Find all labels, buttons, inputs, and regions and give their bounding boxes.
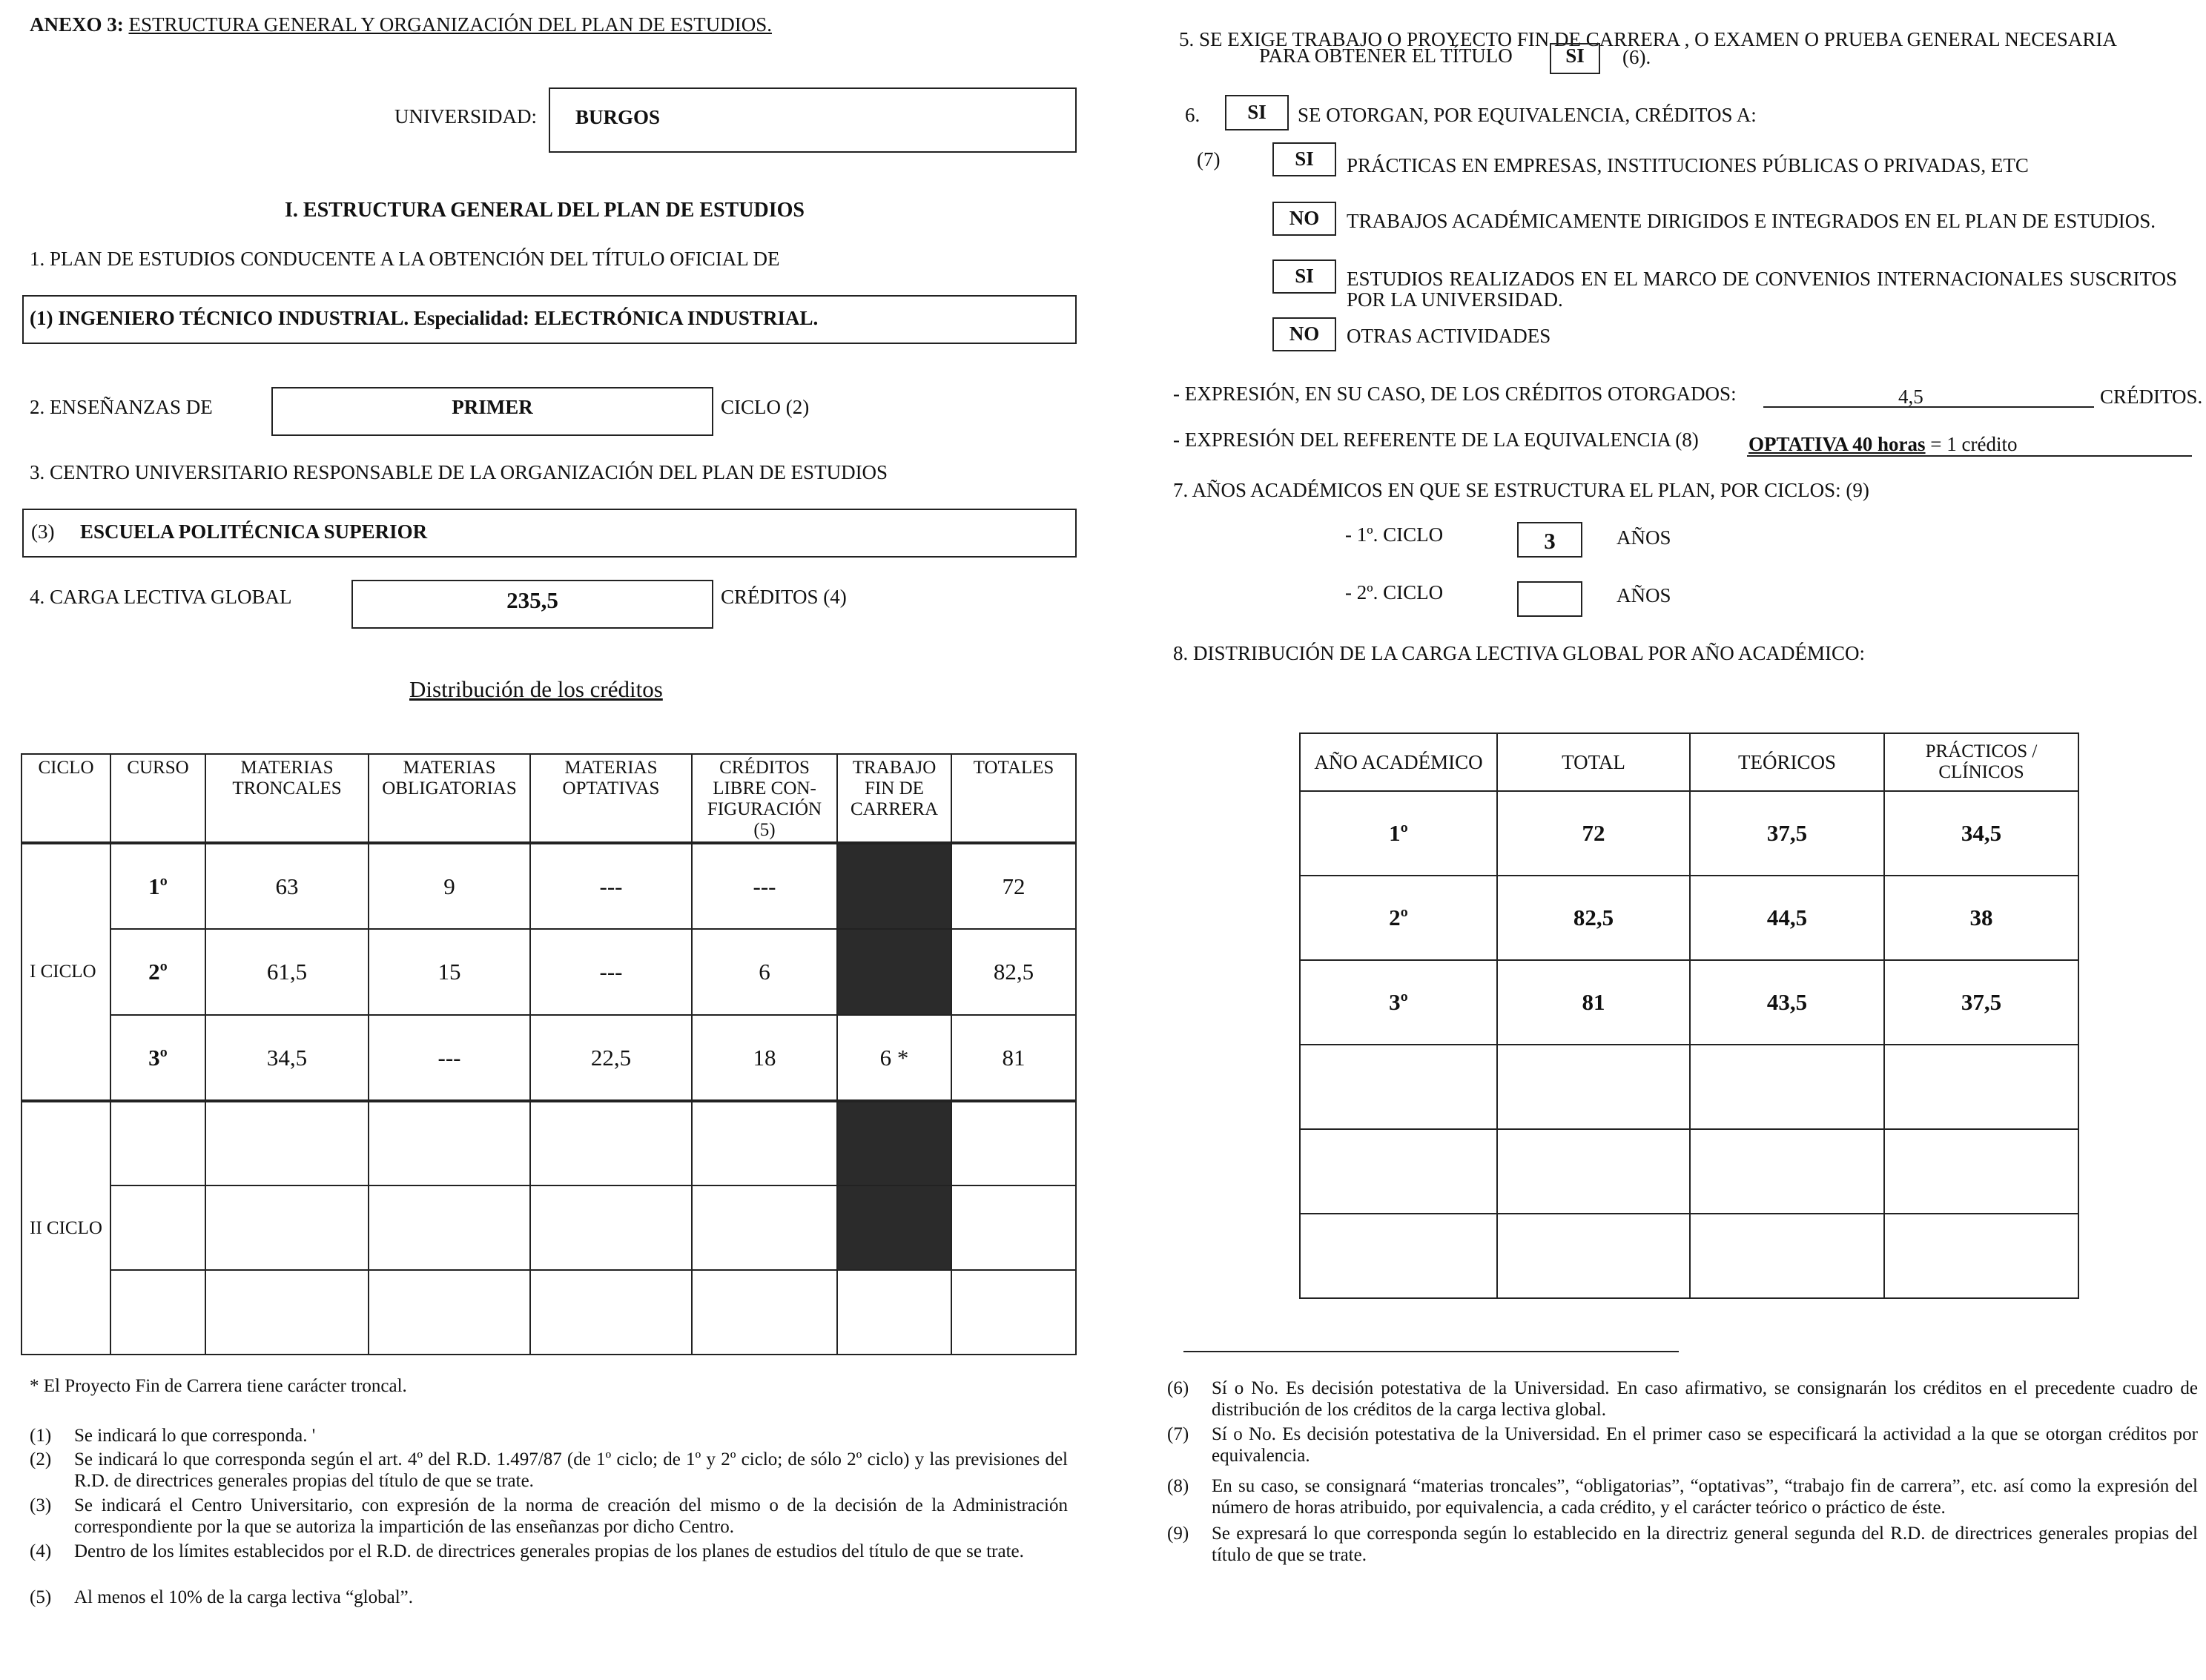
cell-obligatorias: ---	[369, 1015, 530, 1101]
footnote: (2) Se indicará lo que corresponda según el art. 4º del R.D. 1.497/87 (de 1º ciclo; de 1º y 2º ciclo; de sólo 2º ciclo) y las previsiones del R.D. de directrices generales propias del título de que se trate.	[30, 1449, 1068, 1491]
hdr-curso: CURSO	[110, 754, 205, 843]
cell-troncales: 63	[205, 843, 369, 929]
centro-box	[22, 509, 1077, 558]
expresion-referente-label: - EXPRESIÓN DEL REFERENTE DE LA EQUIVALENCIA (8)	[1173, 429, 1699, 451]
expresion-creditos-label: - EXPRESIÓN, EN SU CASO, DE LOS CRÉDITOS OTORGADOS:	[1173, 383, 1737, 405]
annex-title: ESTRUCTURA GENERAL Y ORGANIZACIÓN DEL PLAN DE ESTUDIOS.	[128, 13, 772, 36]
expresion-creditos-line	[1763, 406, 2094, 408]
hdr-troncales: MATERIAS TRONCALES	[205, 754, 369, 843]
cell-curso: 2º	[110, 929, 205, 1015]
table-row	[22, 843, 1076, 929]
cell-total: 81	[1497, 960, 1690, 1045]
degree-title: (1) INGENIERO TÉCNICO INDUSTRIAL. Especialidad: ELECTRÓNICA INDUSTRIAL.	[30, 307, 819, 329]
cell-optativas: ---	[530, 929, 692, 1015]
footnote: (7) Sí o No. Es decisión potestativa de la Universidad. En el primer caso se especificará la actividad a la que se otorgan créditos por equivalencia.	[1167, 1424, 2198, 1466]
item7-text: 7. AÑOS ACADÉMICOS EN QUE SE ESTRUCTURA EL PLAN, POR CICLOS: (9)	[1173, 479, 1869, 501]
table-row	[1300, 791, 2078, 876]
item5-value: SI	[1565, 44, 1585, 67]
item5-line1: 5. SE EXIGE TRABAJO O PROYECTO FIN DE CARRERA , O EXAMEN O PRUEBA GENERAL NECESARIA	[1179, 28, 2117, 50]
footnote-divider	[1183, 1351, 1679, 1352]
expresion-referente-value: OPTATIVA 40 horas = 1 crédito	[1748, 433, 2018, 455]
cell-shaded	[837, 1101, 951, 1185]
hdr-libre: CRÉDITOS LIBRE CON- FIGURACIÓN (5)	[692, 754, 837, 843]
cell-teoricos: 43,5	[1690, 960, 1884, 1045]
hdr-obligatorias: MATERIAS OBLIGATORIAS	[369, 754, 530, 843]
cell-libre: 18	[692, 1015, 837, 1101]
cell-teoricos: 44,5	[1690, 876, 1884, 960]
table-row	[1300, 876, 2078, 960]
carga-box	[351, 580, 713, 629]
item4-label: 4. CARGA LECTIVA GLOBAL	[30, 586, 292, 608]
universidad-value: BURGOS	[575, 106, 661, 128]
item6-num: 6.	[1185, 104, 1201, 126]
hdr-trabajo: TRABAJO FIN DE CARRERA	[837, 754, 951, 843]
year-table	[1299, 732, 2079, 1299]
cell-year: 1º	[1300, 791, 1497, 876]
cell-optativas: ---	[530, 843, 692, 929]
ciclo-value: PRIMER	[452, 396, 533, 418]
ciclo2-anos: AÑOS	[1616, 584, 1671, 606]
cell-curso: 1º	[110, 843, 205, 929]
footnote: (3) Se indicará el Centro Universitario, con expresión de la norma de creación del mismo o de la decisión de la Administración correspondiente por la que se autoriza la impartición de las enseñanzas por dicho Centro.	[30, 1495, 1068, 1537]
credits-table	[21, 753, 1077, 1355]
cell-trabajo: 6 *	[837, 1015, 951, 1101]
table-row	[22, 1270, 1076, 1355]
item6-text: SE OTORGAN, POR EQUIVALENCIA, CRÉDITOS A:	[1298, 104, 1757, 126]
item8-text: 8. DISTRIBUCIÓN DE LA CARGA LECTIVA GLOBAL POR AÑO ACADÉMICO:	[1173, 642, 1866, 664]
item1-text: 1. PLAN DE ESTUDIOS CONDUCENTE A LA OBTENCIÓN DEL TÍTULO OFICIAL DE	[30, 248, 780, 270]
option-box: NO	[1272, 202, 1336, 236]
option-box: NO	[1272, 317, 1336, 351]
item3-text: 3. CENTRO UNIVERSITARIO RESPONSABLE DE LA ORGANIZACIÓN DEL PLAN DE ESTUDIOS	[30, 461, 888, 483]
cell-totales: 82,5	[951, 929, 1076, 1015]
universidad-box	[549, 87, 1077, 153]
ciclo1-box	[1517, 522, 1582, 558]
cell-practicos: 38	[1884, 876, 2078, 960]
title-box	[22, 295, 1077, 344]
cell-obligatorias: 15	[369, 929, 530, 1015]
footnote: (8) En su caso, se consignará “materias troncales”, “obligatorias”, “optativas”, “trabajo fin de carrera”, etc. así como la expresión del número de horas atribuido, por equivalencia, a cada crédito, y el carácter teórico o práctico de éste.	[1167, 1476, 2198, 1518]
item5-box	[1550, 43, 1600, 74]
cell-year: 2º	[1300, 876, 1497, 960]
footnote: (4) Dentro de los límites establecidos por el R.D. de directrices generales propias de los planes de estudios del título de que se trate.	[30, 1541, 1024, 1561]
cell-obligatorias: 9	[369, 843, 530, 929]
annex-label: ANEXO 3:	[30, 13, 124, 36]
item2-label: 2. ENSEÑANZAS DE	[30, 396, 213, 418]
expresion-creditos-suffix: CRÉDITOS.	[2100, 386, 2203, 408]
cell-practicos: 34,5	[1884, 791, 2078, 876]
cell-total: 82,5	[1497, 876, 1690, 960]
cell-troncales: 34,5	[205, 1015, 369, 1101]
centro-num: (3)	[31, 520, 55, 543]
centro-value: ESCUELA POLITÉCNICA SUPERIOR	[80, 520, 428, 543]
ciclo2-box	[1517, 581, 1582, 617]
hdr-teoricos: TEÓRICOS	[1690, 733, 1884, 791]
item4-suffix: CRÉDITOS (4)	[721, 586, 847, 608]
cell-total: 72	[1497, 791, 1690, 876]
option-text: TRABAJOS ACADÉMICAMENTE DIRIGIDOS E INTEGRADOS EN EL PLAN DE ESTUDIOS.	[1347, 210, 2156, 232]
cell-practicos: 37,5	[1884, 960, 2078, 1045]
option-text: PRÁCTICAS EN EMPRESAS, INSTITUCIONES PÚBLICAS O PRIVADAS, ETC	[1347, 154, 2029, 176]
table-row	[22, 1015, 1076, 1101]
cell-libre: 6	[692, 929, 837, 1015]
credits-header-row	[22, 754, 1076, 843]
cell-optativas: 22,5	[530, 1015, 692, 1101]
hdr-practicos: PRÁCTICOS / CLÍNICOS	[1884, 733, 2078, 791]
ciclo-1-label: I CICLO	[22, 843, 110, 1101]
hdr-year: AÑO ACADÉMICO	[1300, 733, 1497, 791]
star-note: * El Proyecto Fin de Carrera tiene carácter troncal.	[30, 1376, 407, 1396]
hdr-optativas: MATERIAS OPTATIVAS	[530, 754, 692, 843]
cell-totales: 72	[951, 843, 1076, 929]
cell-year: 3º	[1300, 960, 1497, 1045]
table-row	[1300, 1214, 2078, 1298]
ciclo-2-label: II CICLO	[22, 1101, 110, 1355]
item5-suffix: (6).	[1622, 46, 1651, 68]
item6-box	[1225, 95, 1289, 130]
table-row	[22, 1101, 1076, 1185]
hdr-total: TOTAL	[1497, 733, 1690, 791]
table-row	[1300, 1129, 2078, 1214]
option-text: OTRAS ACTIVIDADES	[1347, 325, 1551, 347]
footnote: (9) Se expresará lo que corresponda según lo establecido en la directriz general segunda del R.D. de directrices generales propias del título de que se trate.	[1167, 1524, 2198, 1565]
cell-shaded	[837, 1185, 951, 1270]
annex-heading	[30, 13, 772, 36]
year-header-row	[1300, 733, 2078, 791]
item2-suffix: CICLO (2)	[721, 396, 810, 418]
universidad-label: UNIVERSIDAD:	[394, 105, 537, 128]
table-row	[1300, 960, 2078, 1045]
option-box: SI	[1272, 142, 1336, 176]
cell-totales: 81	[951, 1015, 1076, 1101]
cell-shaded	[837, 929, 951, 1015]
ciclo-box	[271, 387, 713, 436]
option-text: ESTUDIOS REALIZADOS EN EL MARCO DE CONVENIOS INTERNACIONALES SUSCRITOS POR LA UNIVERSIDAD.	[1347, 268, 2177, 311]
cell-curso: 3º	[110, 1015, 205, 1101]
cell-troncales: 61,5	[205, 929, 369, 1015]
ciclo1-label: - 1º. CICLO	[1345, 523, 1444, 546]
item6-value: SI	[1247, 101, 1267, 123]
item5-line2: PARA OBTENER EL TÍTULO	[1259, 44, 1513, 67]
table-row	[22, 929, 1076, 1015]
ciclo2-label: - 2º. CICLO	[1345, 581, 1444, 603]
carga-value: 235,5	[506, 587, 558, 613]
ciclo1-value: 3	[1544, 528, 1556, 554]
expresion-creditos-value: 4,5	[1898, 386, 1923, 408]
footnote: (1) Se indicará lo que corresponda. '	[30, 1426, 316, 1446]
section-title: I. ESTRUCTURA GENERAL DEL PLAN DE ESTUDIOS	[285, 199, 805, 222]
cell-teoricos: 37,5	[1690, 791, 1884, 876]
table-row	[22, 1185, 1076, 1270]
footnote: (6) Sí o No. Es decisión potestativa de la Universidad. En caso afirmativo, se consignarán los créditos en el precedente cuadro de distribución de los créditos de la carga lectiva global.	[1167, 1378, 2198, 1420]
option-box: SI	[1272, 259, 1336, 294]
table-row	[1300, 1045, 2078, 1129]
cell-libre: ---	[692, 843, 837, 929]
hdr-ciclo: CICLO	[22, 754, 110, 843]
cell-shaded	[837, 843, 951, 929]
dist-title: Distribución de los créditos	[409, 676, 663, 702]
ciclo1-anos: AÑOS	[1616, 526, 1671, 549]
item6-ref: (7)	[1197, 148, 1221, 171]
hdr-totales: TOTALES	[951, 754, 1076, 843]
footnote: (5) Al menos el 10% de la carga lectiva “global”.	[30, 1587, 413, 1607]
